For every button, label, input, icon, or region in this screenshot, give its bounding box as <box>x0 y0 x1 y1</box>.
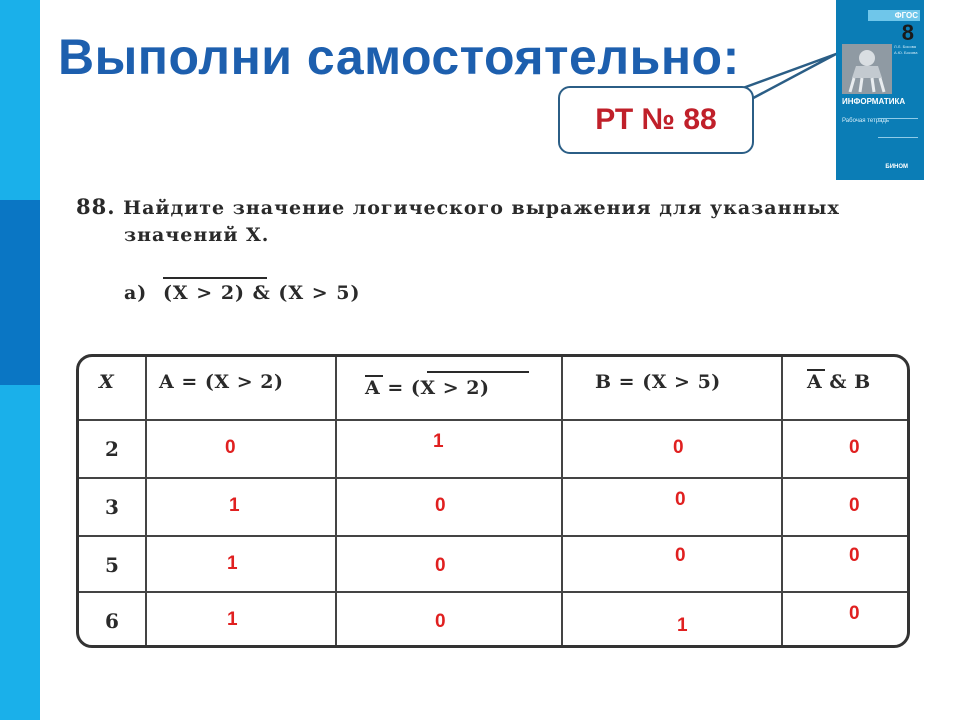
task-text-line2: значений X. <box>124 224 270 246</box>
answer-result: 0 <box>849 545 860 566</box>
task-item-a <box>124 282 361 304</box>
answer-result: 0 <box>849 495 860 516</box>
column-divider <box>781 357 783 645</box>
grade-number: 8 <box>901 20 914 45</box>
header-x: X <box>99 371 115 393</box>
left-accent-bar-dark-section <box>0 200 40 385</box>
slide-title: Выполни самостоятельно: <box>58 29 740 85</box>
row-divider <box>79 591 907 593</box>
answer-a: 1 <box>227 553 238 574</box>
answer-b: 0 <box>675 545 686 566</box>
table-row-x: 3 <box>105 495 119 519</box>
task-expression-text: (X > 2) & (X > 5) <box>162 282 361 304</box>
header-a-and-b: A & B <box>807 371 871 393</box>
answer-result: 0 <box>849 437 860 458</box>
cover-type: Рабочая тетрадь <box>842 118 890 124</box>
answer-result: 0 <box>849 603 860 624</box>
answer-not-a: 0 <box>435 555 446 576</box>
answer-not-a: 0 <box>435 495 446 516</box>
cover-lines <box>878 118 918 138</box>
column-divider <box>561 357 563 645</box>
header-not-a-overbar <box>365 375 383 377</box>
workbook-reference-text: РТ № 88 <box>595 103 717 136</box>
column-divider <box>145 357 147 645</box>
workbook-reference-callout <box>558 86 754 154</box>
task-text-line1: Найдите значение логического выражения для указанных <box>123 197 840 219</box>
row-divider <box>79 419 907 421</box>
truth-table <box>76 354 910 648</box>
header-a-and-b-overbar <box>807 369 825 371</box>
task-line-1 <box>76 194 840 219</box>
answer-a: 1 <box>227 609 238 630</box>
table-row-x: 5 <box>105 553 119 577</box>
fgos-badge: ФГОС <box>868 10 920 21</box>
answer-b: 0 <box>675 489 686 510</box>
answer-a: 1 <box>229 495 240 516</box>
answer-b: 1 <box>677 615 688 636</box>
row-divider <box>79 477 907 479</box>
header-not-a: A = (X > 2) <box>365 377 490 399</box>
task-expression <box>163 282 361 304</box>
task-number: 88. <box>76 194 116 219</box>
answer-not-a: 1 <box>433 431 444 452</box>
column-divider <box>335 357 337 645</box>
answer-b: 0 <box>673 437 684 458</box>
workbook-cover-image <box>836 0 924 180</box>
header-expr-overbar <box>427 371 529 373</box>
table-row-x: 2 <box>105 437 119 461</box>
callout-pointer <box>0 0 960 200</box>
cover-subject: ИНФОРМАТИКА <box>842 97 906 106</box>
cover-authors: Л.Л. Босова А.Ю. Босова <box>894 44 918 55</box>
answer-a: 0 <box>225 437 236 458</box>
task-line-2 <box>124 224 269 246</box>
cover-publisher: БИНОМ <box>885 164 908 170</box>
header-a: A = (X > 2) <box>159 371 284 393</box>
answer-not-a: 0 <box>435 611 446 632</box>
table-row-x: 6 <box>105 609 119 633</box>
robot-illustration-icon <box>842 44 892 94</box>
negation-bar <box>163 277 267 279</box>
row-divider <box>79 535 907 537</box>
header-b: B = (X > 5) <box>595 371 721 393</box>
task-item-label: а) <box>124 282 148 304</box>
cover-illustration <box>842 44 892 94</box>
